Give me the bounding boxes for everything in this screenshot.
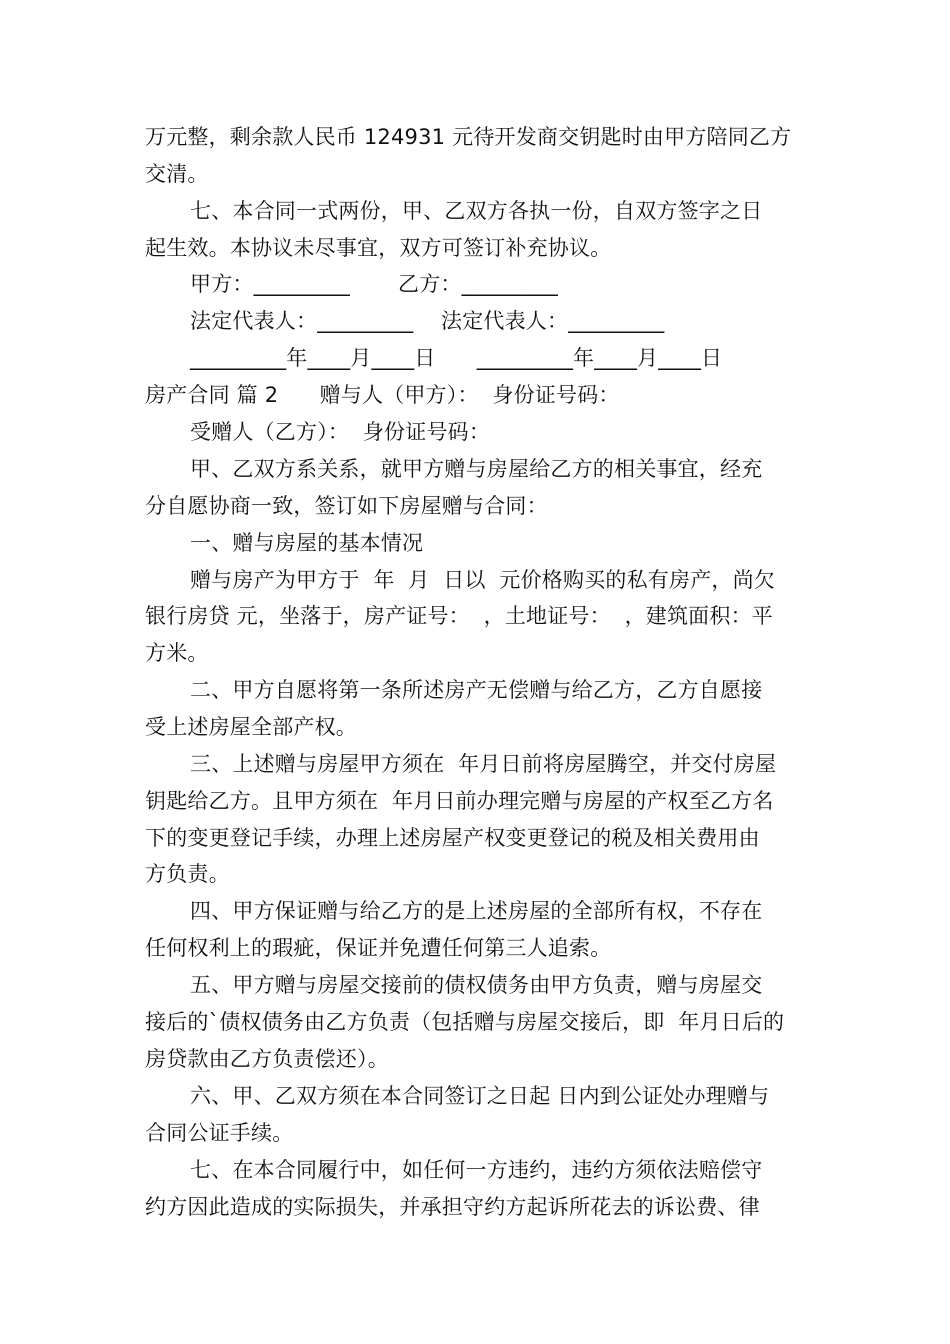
text-line: 三、上述赠与房屋甲方须在 年月日前将房屋腾空，并交付房屋 bbox=[190, 752, 777, 776]
text-line: 方负责。 bbox=[145, 862, 230, 886]
text-line: 方米。 bbox=[145, 641, 209, 665]
text-line: 分自愿协商一致，签订如下房屋赠与合同： bbox=[145, 494, 548, 518]
text-line: 四、甲方保证赠与给乙方的是上述房屋的全部所有权，不存在 bbox=[190, 899, 763, 923]
text-line: 起生效。本协议未尽事宜，双方可签订补充协议。 bbox=[145, 236, 612, 260]
text-line: 甲、乙双方系关系，就甲方赠与房屋给乙方的相关事宜，经充 bbox=[190, 457, 763, 481]
text-line: 受上述房屋全部产权。 bbox=[145, 715, 357, 739]
signature-line: 法定代表人：_________ 法定代表人：_________ bbox=[190, 309, 665, 333]
text-line: 五、甲方赠与房屋交接前的债权债务由甲方负责，赠与房屋交 bbox=[190, 973, 763, 997]
text-line: 交清。 bbox=[145, 162, 209, 186]
text-line: 七、本合同一式两份，甲、乙双方各执一份，自双方签字之日 bbox=[190, 199, 763, 223]
text-line: 受赠人（乙方）： 身份证号码： bbox=[190, 420, 491, 444]
text-line: 一、赠与房屋的基本情况 bbox=[190, 531, 424, 555]
text-line: 钥匙给乙方。且甲方须在 年月日前办理完赠与房屋的产权至乙方名 bbox=[145, 789, 774, 813]
date-line: _________年____月____日 _________年____月____日 bbox=[190, 346, 723, 370]
text-line: 七、在本合同履行中，如任何一方违约，违约方须依法赔偿守 bbox=[190, 1158, 763, 1182]
text-line: 赠与房产为甲方于 年 月 日以 元价格购买的私有房产，尚欠 bbox=[190, 568, 775, 592]
text-line: 合同公证手续。 bbox=[145, 1121, 294, 1145]
text-line: 二、甲方自愿将第一条所述房产无偿赠与给乙方，乙方自愿接 bbox=[190, 678, 763, 702]
text-line: 约方因此造成的实际损失，并承担守约方起诉所花去的诉讼费、律 bbox=[145, 1195, 760, 1219]
signature-line: 甲方：_________ 乙方：_________ bbox=[190, 272, 558, 296]
text-line: 万元整，剩余款人民币 124931 元待开发商交钥匙时由甲方陪同乙方 bbox=[145, 125, 792, 149]
text-line: 银行房贷 元，坐落于，房产证号： ，土地证号： ，建筑面积：平 bbox=[145, 604, 773, 628]
text-line: 任何权利上的瑕疵，保证并免遭任何第三人追索。 bbox=[145, 936, 612, 960]
text-line: 房贷款由乙方负责偿还）。 bbox=[145, 1047, 389, 1071]
text-line: 下的变更登记手续，办理上述房屋产权变更登记的税及相关费用由 bbox=[145, 826, 760, 850]
section-heading: 房产合同 篇 2 赠与人（甲方）： 身份证号码： bbox=[145, 383, 620, 407]
text-line: 六、甲、乙双方须在本合同签订之日起 日内到公证处办理赠与 bbox=[190, 1084, 770, 1108]
text-line: 接后的`债权债务由乙方负责（包括赠与房屋交接后，即 年月日后的 bbox=[145, 1010, 785, 1034]
